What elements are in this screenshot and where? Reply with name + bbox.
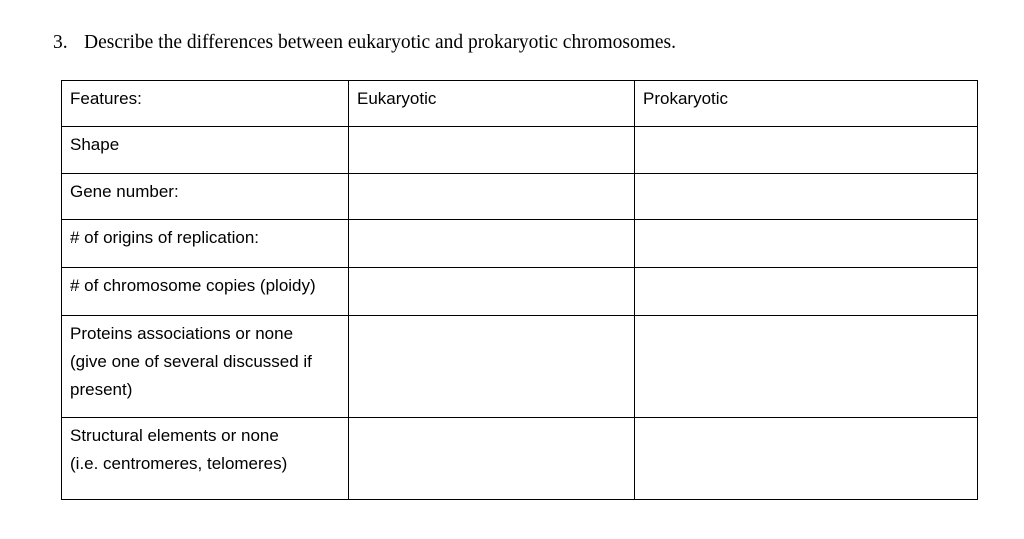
table-row-shape bbox=[62, 127, 978, 174]
feature-cell bbox=[62, 220, 349, 268]
eukaryotic-answer-cell[interactable] bbox=[349, 127, 635, 174]
prokaryotic-answer-cell[interactable] bbox=[635, 220, 978, 268]
eukaryotic-answer-cell[interactable] bbox=[349, 418, 635, 500]
header-prokaryotic: Prokaryotic bbox=[635, 81, 978, 127]
feature-cell bbox=[62, 316, 349, 418]
prokaryotic-answer-cell[interactable] bbox=[635, 127, 978, 174]
prokaryotic-answer-cell[interactable] bbox=[635, 418, 978, 500]
comparison-table bbox=[61, 80, 978, 500]
header-eukaryotic: Eukaryotic bbox=[349, 81, 635, 127]
prokaryotic-answer-cell[interactable] bbox=[635, 268, 978, 316]
feature-label: Gene number: bbox=[70, 182, 179, 201]
eukaryotic-answer-cell[interactable] bbox=[349, 268, 635, 316]
feature-label-line: present) bbox=[70, 380, 133, 399]
table-row-ploidy bbox=[62, 268, 978, 316]
table-row-structural bbox=[62, 418, 978, 500]
feature-cell bbox=[62, 268, 349, 316]
eukaryotic-answer-cell[interactable] bbox=[349, 220, 635, 268]
feature-cell bbox=[62, 127, 349, 174]
feature-label-line: (i.e. centromeres, telomeres) bbox=[70, 454, 288, 473]
question-text: Describe the differences between eukaryotic and prokaryotic chromosomes. bbox=[84, 32, 676, 53]
feature-cell bbox=[62, 418, 349, 500]
table-row-origins bbox=[62, 220, 978, 268]
header-features: Features: bbox=[62, 81, 349, 127]
feature-label: # of origins of replication: bbox=[70, 228, 259, 247]
feature-label-line: Structural elements or none bbox=[70, 426, 279, 445]
feature-label: # of chromosome copies (ploidy) bbox=[70, 276, 316, 295]
feature-cell bbox=[62, 174, 349, 220]
prokaryotic-answer-cell[interactable] bbox=[635, 174, 978, 220]
question-heading bbox=[53, 32, 676, 54]
eukaryotic-answer-cell[interactable] bbox=[349, 316, 635, 418]
feature-label-line: (give one of several discussed if bbox=[70, 352, 312, 371]
feature-label: Shape bbox=[70, 135, 120, 154]
prokaryotic-answer-cell[interactable] bbox=[635, 316, 978, 418]
table-row-proteins bbox=[62, 316, 978, 418]
table-header-row bbox=[62, 81, 978, 127]
eukaryotic-answer-cell[interactable] bbox=[349, 174, 635, 220]
question-number: 3. bbox=[53, 32, 68, 53]
table-row-gene-number bbox=[62, 174, 978, 220]
feature-label-line: Proteins associations or none bbox=[70, 324, 294, 343]
